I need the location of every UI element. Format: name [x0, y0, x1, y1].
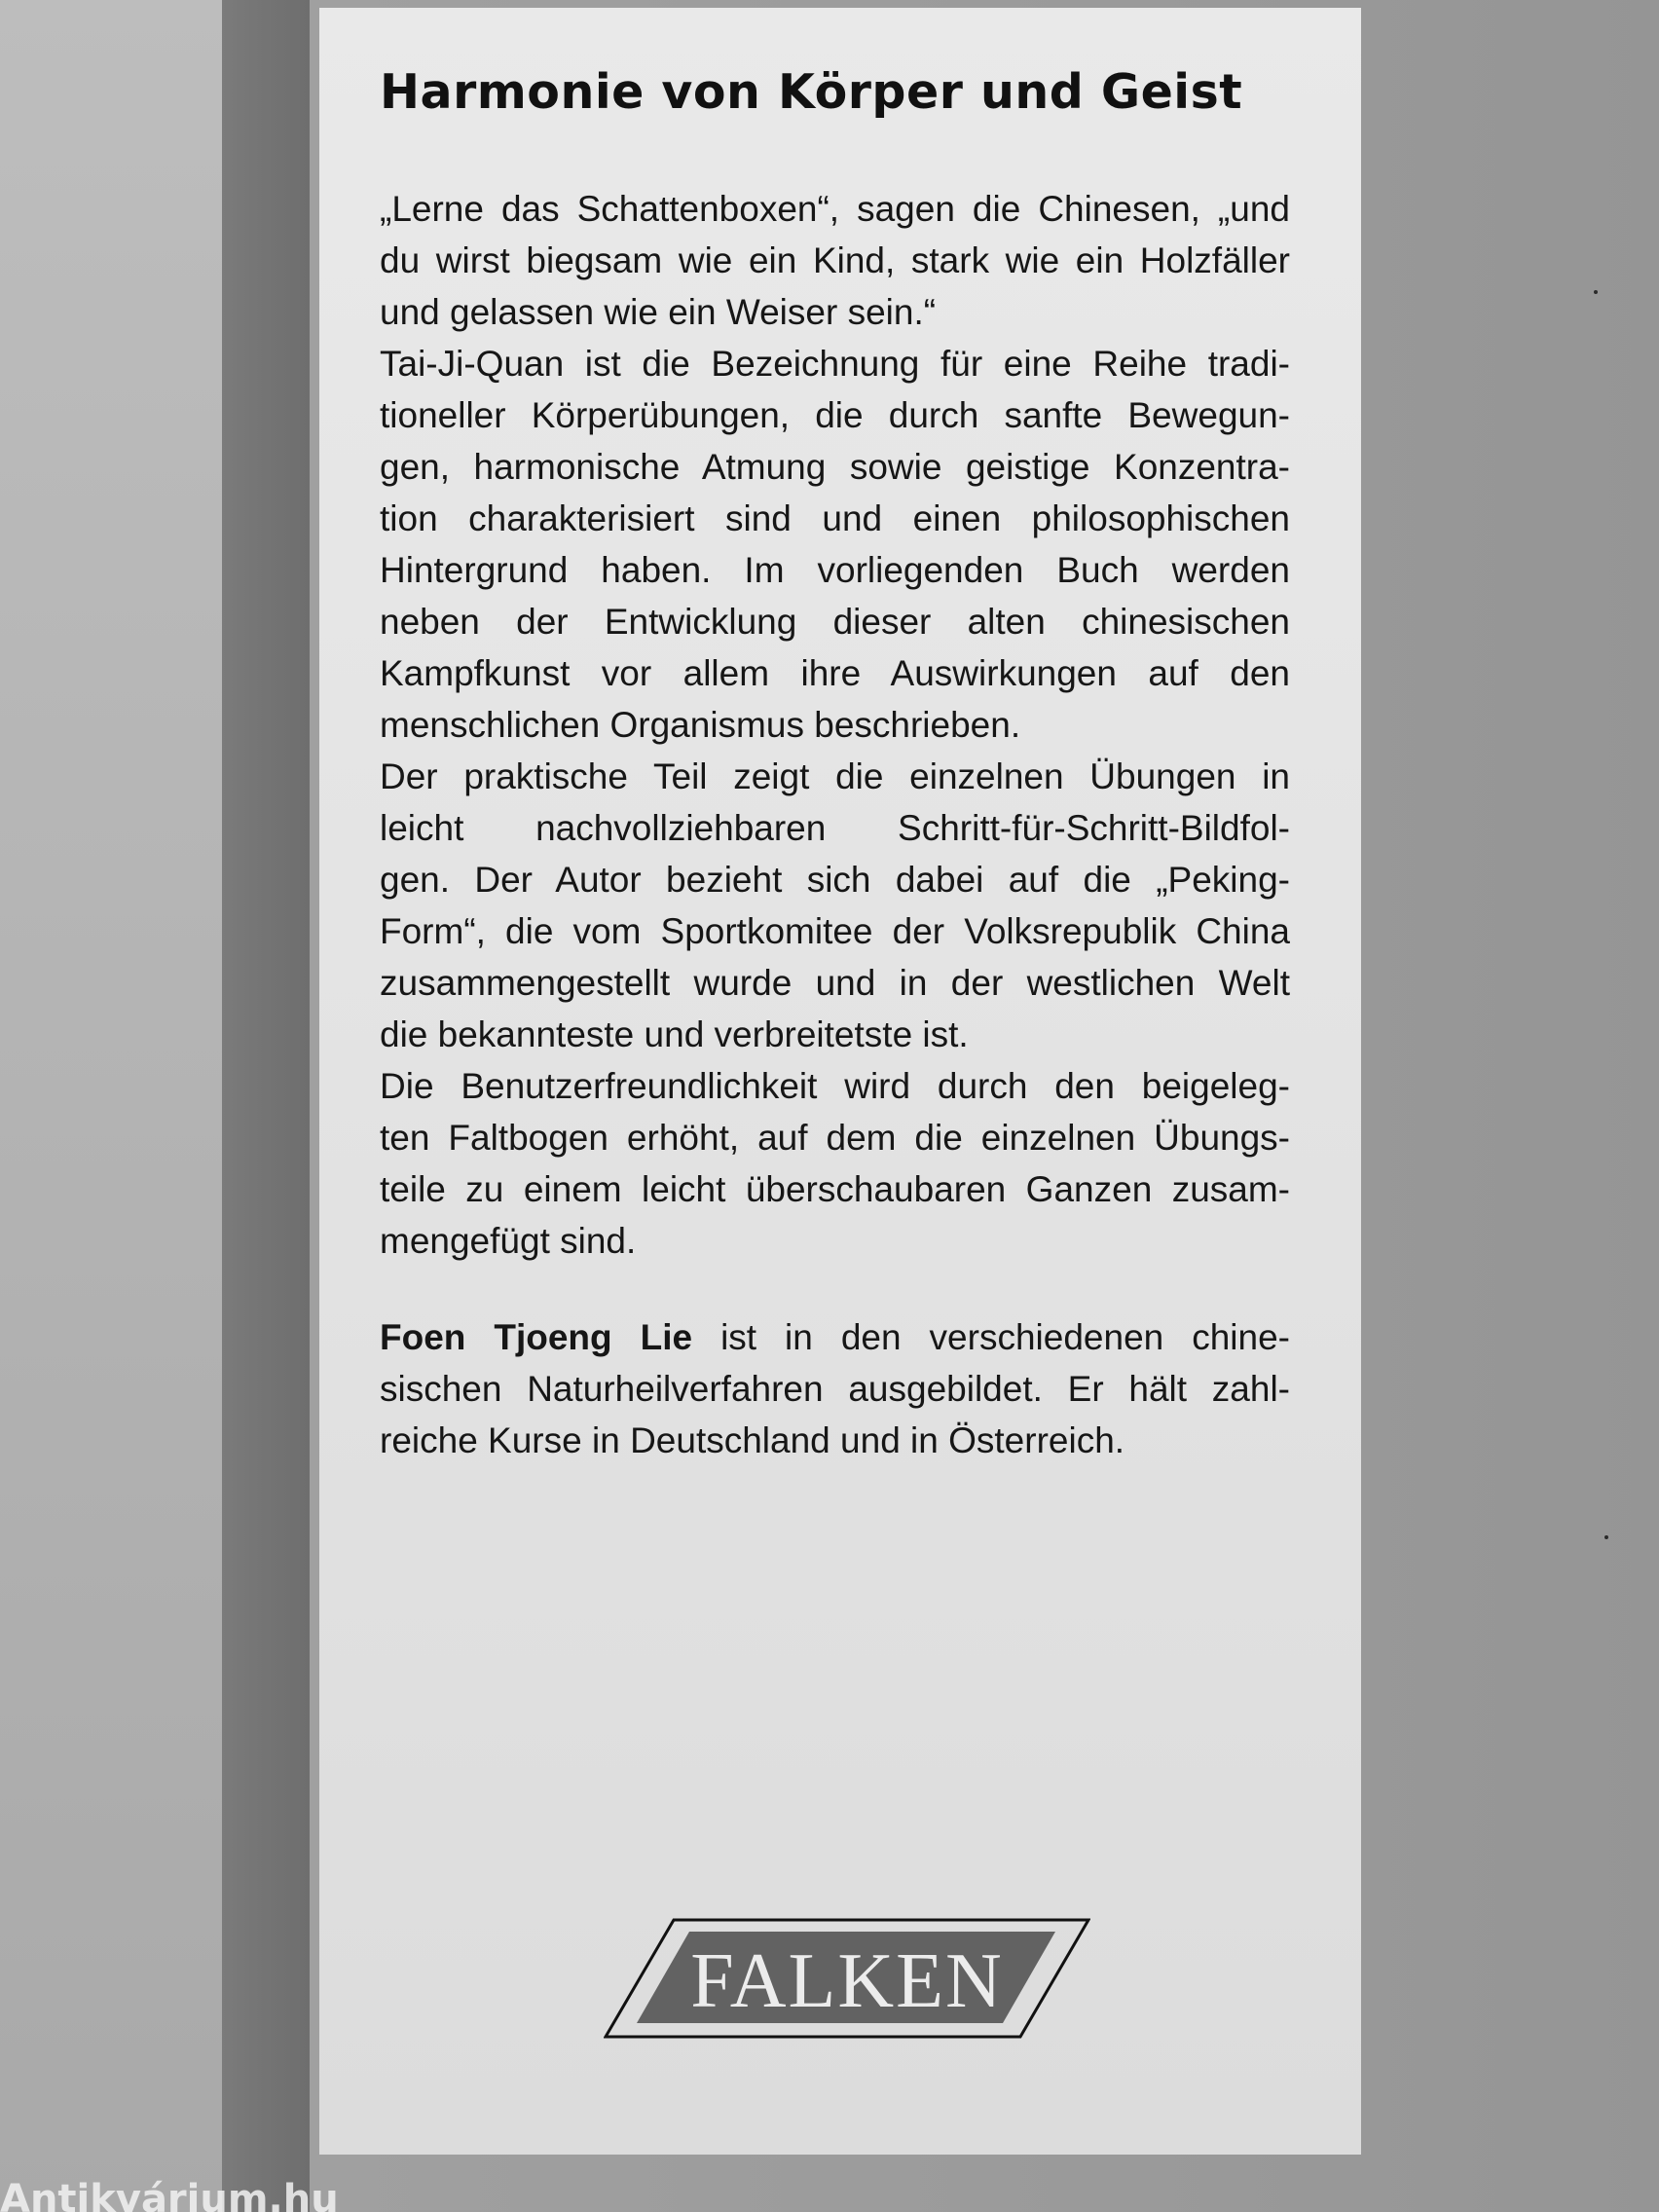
- author-bio-first-line-rest: ist in den verschiedenen chine-: [692, 1317, 1290, 1357]
- blurb-line: leicht nachvollziehbaren Schritt-für-Schritt-Bildfol-: [380, 808, 1290, 848]
- blurb-line: Hintergrund haben. Im vorliegenden Buch werden: [380, 550, 1290, 590]
- blurb-text: [380, 183, 1290, 1466]
- author-bio-line: sischen Naturheilverfahren ausgebildet. Er hält zahl-: [380, 1369, 1290, 1409]
- page-title: Harmonie von Körper und Geist: [380, 64, 1243, 120]
- author-bio-line: [380, 1311, 1290, 1363]
- blurb-line: Kampfkunst vor allem ihre Auswirkungen auf den: [380, 653, 1290, 693]
- author-bio-line: reiche Kurse in Deutschland und in Österreich.: [380, 1420, 1125, 1460]
- watermark: Antikvárium.hu: [0, 2177, 339, 2212]
- blurb-line: Der praktische Teil zeigt die einzelnen Übungen in: [380, 756, 1290, 796]
- blurb-line: gen, harmonische Atmung sowie geistige Konzentra-: [380, 447, 1290, 487]
- author-bio: [380, 1311, 1290, 1466]
- falken-logo: [604, 1918, 1090, 2039]
- blurb-line: die bekannteste und verbreitetste ist.: [380, 1014, 969, 1054]
- blurb-line: du wirst biegsam wie ein Kind, stark wie ein Holzfäller: [380, 240, 1290, 280]
- blurb-line: zusammengestellt wurde und in der westlichen Welt: [380, 963, 1290, 1003]
- back-cover-panel: [319, 8, 1361, 2155]
- blurb-line: gen. Der Autor bezieht sich dabei auf die „Peking-: [380, 860, 1290, 900]
- blurb-line: Die Benutzerfreundlichkeit wird durch den beigeleg-: [380, 1066, 1290, 1106]
- blurb-paragraphs: [380, 183, 1290, 1267]
- blurb-line: ten Faltbogen erhöht, auf dem die einzelnen Übungs-: [380, 1118, 1290, 1158]
- blurb-line: mengefügt sind.: [380, 1221, 637, 1261]
- blurb-line: menschlichen Organismus beschrieben.: [380, 705, 1021, 745]
- spine-stripe: [222, 0, 310, 2212]
- blurb-line: tion charakterisiert sind und einen philosophischen: [380, 498, 1290, 538]
- blurb-line: neben der Entwicklung dieser alten chinesischen: [380, 602, 1290, 642]
- blurb-line: teile zu einem leicht überschaubaren Ganzen zusam-: [380, 1169, 1290, 1209]
- blurb-line: Tai-Ji-Quan ist die Bezeichnung für eine Reihe tradi-: [380, 344, 1290, 384]
- left-background: [0, 0, 222, 2212]
- blurb-line: Form“, die vom Sportkomitee der Volksrepublik China: [380, 911, 1290, 951]
- falken-logo-text: FALKEN: [690, 1938, 1004, 2024]
- dust-speck: [1594, 290, 1598, 294]
- blurb-line: tioneller Körperübungen, die durch sanfte Bewegun-: [380, 395, 1290, 435]
- dust-speck: [1604, 1535, 1608, 1539]
- blurb-line: und gelassen wie ein Weiser sein.“: [380, 292, 937, 332]
- author-name: Foen Tjoeng Lie: [380, 1317, 693, 1357]
- blurb-line: „Lerne das Schattenboxen“, sagen die Chinesen, „und: [380, 189, 1290, 229]
- paragraph-gap: [380, 1267, 1290, 1311]
